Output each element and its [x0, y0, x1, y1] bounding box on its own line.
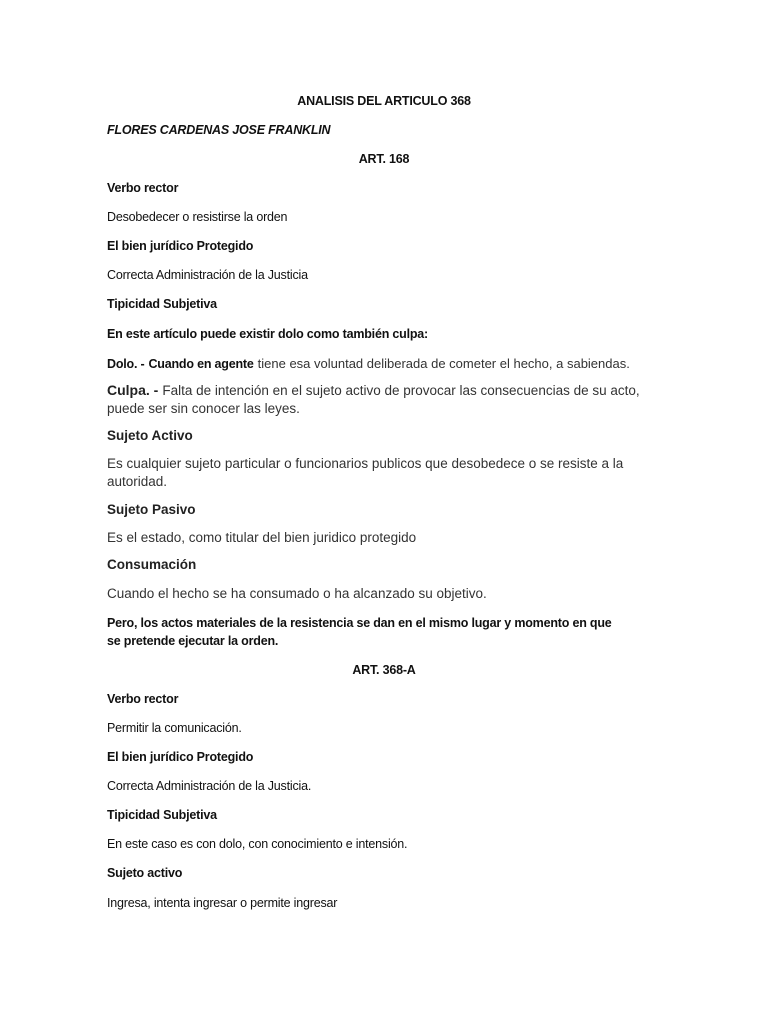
pero-paragraph: Pero, los actos materiales de la resistencia se dan en el mismo lugar y momento en que se pretende ejecutar la orden.	[107, 616, 612, 648]
bien-juridico-text-2: Correcta Administración de la Justicia.	[107, 779, 312, 793]
bien-juridico-label-2: El bien jurídico Protegido	[107, 750, 254, 764]
tipicidad-label: Tipicidad Subjetiva	[107, 297, 217, 311]
dolo-paragraph	[107, 355, 630, 373]
dolo-label: Dolo. -	[107, 357, 145, 371]
consumacion-label: Consumación	[107, 557, 197, 572]
document-title: ANALISIS DEL ARTICULO 368	[297, 94, 471, 108]
consumacion-text: Cuando el hecho se ha consumado o ha alcanzado su objetivo.	[107, 586, 487, 601]
bien-juridico-label: El bien jurídico Protegido	[107, 239, 254, 253]
verbo-rector-label-2: Verbo rector	[107, 692, 179, 706]
sujeto-activo-label: Sujeto Activo	[107, 428, 193, 443]
culpa-paragraph	[107, 381, 667, 418]
author-name: FLORES CARDENAS JOSE FRANKLIN	[107, 123, 331, 137]
verbo-rector-text: Desobedecer o resistirse la orden	[107, 210, 288, 224]
tipicidad-text: En este artículo puede existir dolo como también culpa:	[107, 327, 429, 341]
sujeto-activo-label-2: Sujeto activo	[107, 866, 183, 880]
culpa-label: Culpa. -	[107, 382, 159, 398]
sujeto-activo-text: Es cualquier sujeto particular o funcionarios publicos que desobedece o se resiste a la autoridad.	[107, 456, 624, 489]
tipicidad-label-2: Tipicidad Subjetiva	[107, 808, 217, 822]
article-heading: ART. 168	[358, 152, 410, 166]
sujeto-activo-text-2: Ingresa, intenta ingresar o permite ingresar	[107, 896, 338, 910]
tipicidad-text-2: En este caso es con dolo, con conocimiento e intensión.	[107, 837, 408, 851]
dolo-text: tiene esa voluntad deliberada de cometer el hecho, a sabiendas.	[257, 356, 630, 371]
bien-juridico-text: Correcta Administración de la Justicia	[107, 268, 308, 282]
culpa-text: Falta de intención en el sujeto activo de provocar las consecuencias de su acto, puede ser sin conocer las leyes.	[107, 383, 640, 416]
verbo-rector-label: Verbo rector	[107, 181, 179, 195]
sujeto-pasivo-text: Es el estado, como titular del bien juridico protegido	[107, 530, 417, 545]
article-heading-2: ART. 368-A	[352, 663, 416, 677]
dolo-lead: Cuando en agente	[148, 357, 254, 371]
sujeto-pasivo-label: Sujeto Pasivo	[107, 502, 196, 517]
verbo-rector-text-2: Permitir la comunicación.	[107, 721, 242, 735]
